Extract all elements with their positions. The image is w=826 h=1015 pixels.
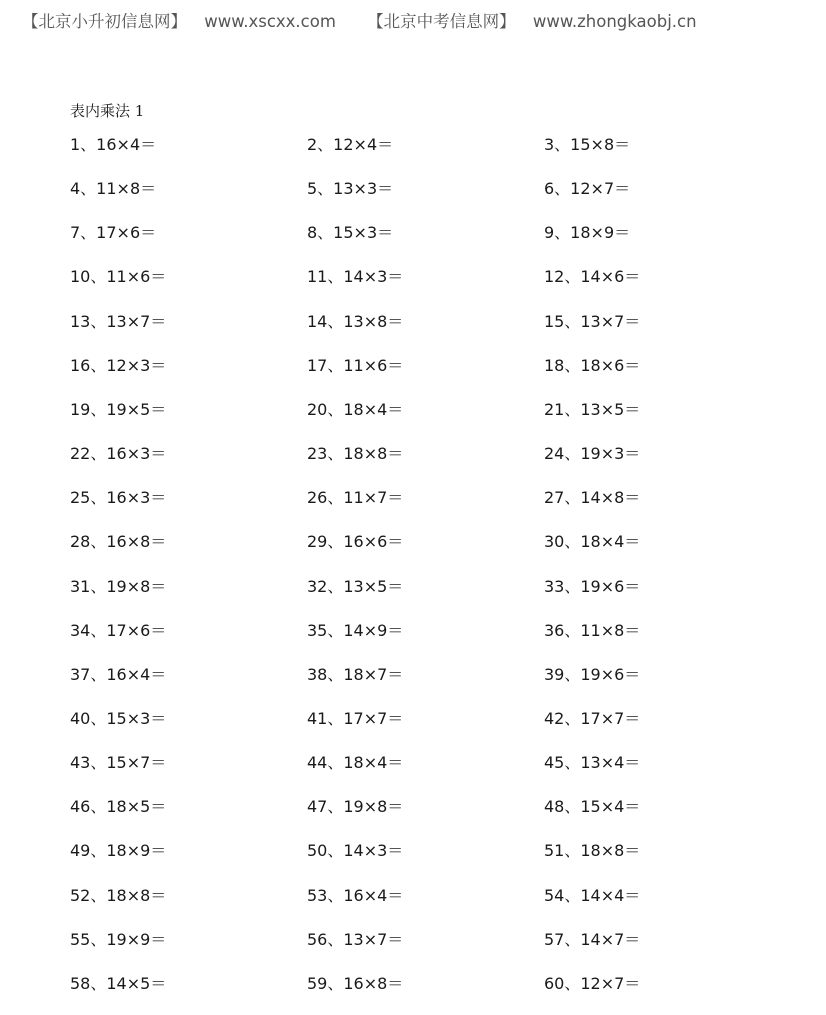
problem-item: 7、17×6＝ [70,223,157,243]
problem-item: 23、18×8＝ [307,444,404,464]
problem-item: 22、16×3＝ [70,444,167,464]
problem-item: 24、19×3＝ [544,444,641,464]
header-brand-primary: 【北京小升初信息网】 [22,12,187,31]
problem-item: 11、14×3＝ [307,267,404,287]
problem-item: 35、14×9＝ [307,620,404,640]
problem-item: 8、15×3＝ [307,223,394,243]
problem-item: 60、12×7＝ [544,973,641,993]
problem-item: 2、12×4＝ [307,135,394,154]
problem-item: 29、16×6＝ [307,532,404,552]
problem-item: 57、14×7＝ [544,929,641,949]
problem-item: 10、11×6＝ [70,267,167,287]
problem-item: 3、15×8＝ [544,135,631,154]
problem-item: 19、19×5＝ [70,399,167,419]
problem-item: 58、14×5＝ [70,973,167,993]
problem-item: 38、18×7＝ [307,664,404,684]
problem-item: 37、16×4＝ [70,664,167,684]
problem-item: 43、15×7＝ [70,753,167,773]
problem-item: 42、17×7＝ [544,708,641,728]
worksheet-title: 表内乘法 1 [70,102,145,120]
problem-item: 16、12×3＝ [70,355,167,375]
problem-item: 6、12×7＝ [544,179,631,199]
problem-item: 13、13×7＝ [70,311,167,331]
problem-item: 48、15×4＝ [544,797,641,817]
problem-item: 15、13×7＝ [544,311,641,331]
problem-item: 47、19×8＝ [307,797,404,817]
problem-item: 44、18×4＝ [307,753,404,773]
problem-item: 54、14×4＝ [544,885,641,905]
problem-item: 36、11×8＝ [544,620,641,640]
problem-item: 18、18×6＝ [544,355,641,375]
problem-item: 34、17×6＝ [70,620,167,640]
problem-item: 51、18×8＝ [544,841,641,861]
problem-item: 41、17×7＝ [307,708,404,728]
header-brand-secondary: 【北京中考信息网】 [367,12,516,31]
problem-item: 32、13×5＝ [307,576,404,596]
problem-item: 26、11×7＝ [307,488,404,508]
problem-item: 20、18×4＝ [307,399,404,419]
header-site-link-secondary[interactable]: www.zhongkaobj.cn [532,12,697,31]
problem-item: 52、18×8＝ [70,885,167,905]
problem-item: 31、19×8＝ [70,576,167,596]
problem-item: 17、11×6＝ [307,355,404,375]
problem-item: 33、19×6＝ [544,576,641,596]
problem-item: 45、13×4＝ [544,753,641,773]
problem-item: 56、13×7＝ [307,929,404,949]
header-site-link-primary[interactable]: www.xscxx.com [204,12,336,31]
problem-item: 30、18×4＝ [544,532,641,552]
problem-item: 40、15×3＝ [70,708,167,728]
problem-item: 59、16×8＝ [307,973,404,993]
problem-item: 21、13×5＝ [544,399,641,419]
problem-item: 55、19×9＝ [70,929,167,949]
problem-item: 12、14×6＝ [544,267,641,287]
problem-item: 5、13×3＝ [307,179,394,199]
problem-item: 39、19×6＝ [544,664,641,684]
problem-item: 9、18×9＝ [544,223,631,243]
problem-item: 4、11×8＝ [70,179,157,199]
problem-item: 49、18×9＝ [70,841,167,861]
problem-item: 46、18×5＝ [70,797,167,817]
problem-item: 1、16×4＝ [70,135,157,154]
problem-item: 27、14×8＝ [544,488,641,508]
problem-item: 14、13×8＝ [307,311,404,331]
problem-item: 25、16×3＝ [70,488,167,508]
problem-item: 28、16×8＝ [70,532,167,552]
problem-item: 53、16×4＝ [307,885,404,905]
problem-item: 50、14×3＝ [307,841,404,861]
